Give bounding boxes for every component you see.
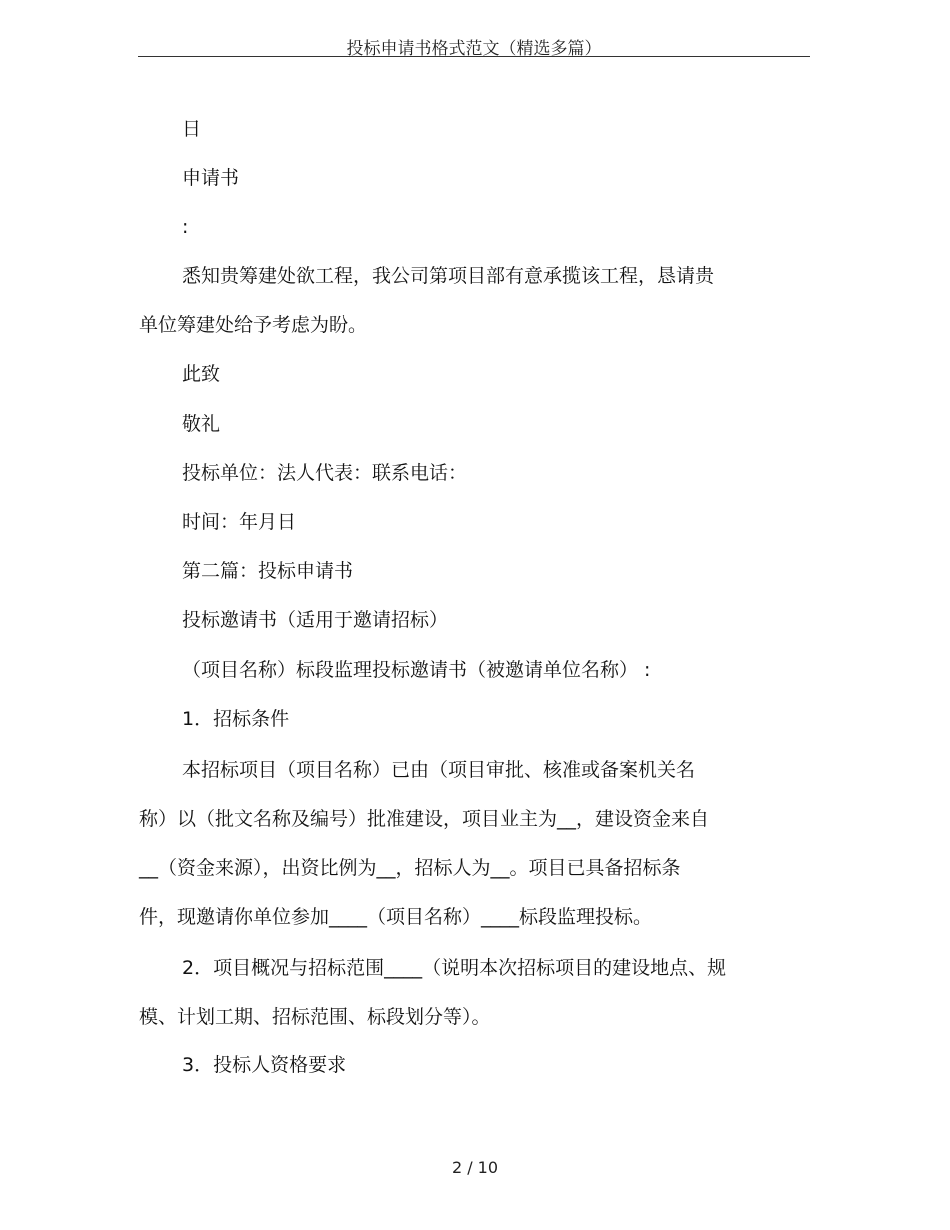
section-heading: 3．投标人资格要求 (182, 1054, 347, 1076)
paragraph-line: 2．项目概况与招标范围____（说明本次招标项目的建设地点、规 (182, 957, 727, 979)
paragraph-line: 单位筹建处给予考虑为盼。 (139, 314, 368, 336)
paragraph-line: 称）以（批文名称及编号）批准建设，项目业主为__，建设资金来自 (139, 808, 710, 830)
paragraph-line: 日 (182, 118, 202, 140)
paragraph-line: __（资金来源），出资比例为__，招标人为__。项目已具备招标条 (139, 857, 681, 879)
paragraph-line: 投标邀请书（适用于邀请招标） (182, 609, 449, 631)
paragraph-line: 投标单位：法人代表：联系电话： (182, 462, 468, 484)
paragraph-line: 时间：年月日 (182, 511, 297, 533)
paragraph-line: 悉知贵筹建处欲工程，我公司第项目部有意承揽该工程，恳请贵 (182, 265, 715, 287)
paragraph-line: 此致 (182, 363, 221, 385)
paragraph-line: （项目名称）标段监理投标邀请书（被邀请单位名称） : (182, 659, 651, 681)
header-divider (138, 56, 810, 57)
paragraph-line: : (182, 216, 189, 238)
paragraph-line: 件，现邀请你单位参加____（项目名称）____标段监理投标。 (139, 906, 653, 928)
paragraph-line: 敬礼 (182, 413, 221, 435)
paragraph-line: 模、计划工期、招标范围、标段划分等）。 (139, 1006, 491, 1028)
paragraph-line: 申请书 (182, 167, 240, 189)
section-heading: 第二篇：投标申请书 (182, 560, 354, 582)
section-heading: 1．招标条件 (182, 708, 290, 730)
document-title: 投标申请书格式范文（精选多篇） (346, 39, 602, 59)
page-number: 2 / 10 (451, 1158, 499, 1177)
paragraph-line: 本招标项目（项目名称）已由（项目审批、核准或备案机关名 (182, 759, 696, 781)
